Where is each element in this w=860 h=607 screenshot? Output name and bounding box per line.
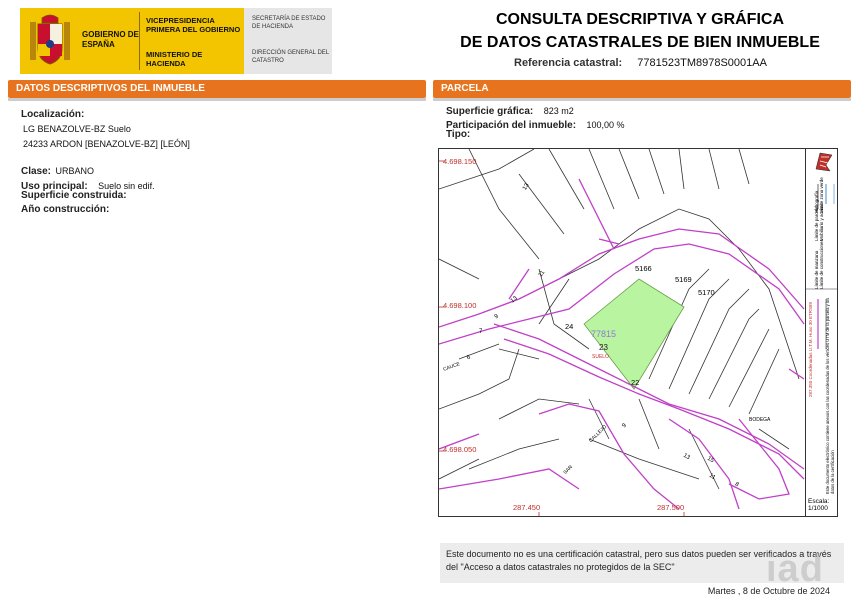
- localizacion-line-2: 24233 ARDON [BENAZOLVE-BZ] [LEÓN]: [23, 139, 190, 149]
- street-name: CALLEJO: [588, 424, 609, 444]
- map-label: 9: [621, 422, 628, 430]
- map-label: 9: [493, 313, 500, 321]
- direccion-text: DIRECCIÓN GENERAL DEL CATASTRO: [252, 50, 329, 64]
- map-label: 15: [705, 455, 715, 465]
- coord-y-mid: 4.698.100: [443, 301, 477, 310]
- clase-label: Clase:: [21, 166, 52, 177]
- uso-value: Suelo sin edif.: [98, 181, 155, 191]
- superficie-grafica-value: 823 m2: [543, 106, 574, 116]
- legend-limite-parcela: Límite de parcela: [814, 206, 819, 241]
- ref-value: 7781523TM8978S0001AA: [637, 57, 767, 69]
- map-label: BODEGA: [749, 417, 771, 423]
- map-label: 7: [479, 329, 483, 335]
- map-label: 6: [466, 354, 472, 362]
- legend-text-group: [808, 301, 818, 497]
- map-label: 22: [631, 378, 640, 387]
- vicepresidencia-text: VICEPRESIDENCIA PRIMERA DEL GOBIERNO: [146, 16, 241, 34]
- coord-x-left: 287.450: [513, 503, 541, 512]
- map-label: 5169: [675, 275, 692, 284]
- parcel-number: 23: [599, 343, 608, 352]
- parcel-ref: 77815: [591, 329, 617, 339]
- ano-construccion-label: Año construcción:: [21, 204, 110, 215]
- legend-hidrografia: Hidrografía: [814, 190, 819, 213]
- localizacion-line-1: LG BENAZOLVE-BZ Suelo: [23, 124, 131, 134]
- legend-zona-verde: Límite zona verde: [819, 177, 824, 213]
- map-label: 5166: [635, 264, 652, 273]
- legend-limite-manzana: Límite de manzana: [814, 250, 819, 289]
- map-label: 11: [707, 472, 717, 482]
- map-label: 13: [681, 452, 691, 462]
- map-label: 13: [522, 182, 531, 192]
- participacion-value: 100,00 %: [586, 120, 625, 130]
- map-legend: [806, 148, 838, 517]
- page-title: [440, 8, 840, 54]
- participacion-row: [446, 115, 625, 133]
- legend-coordinates: 287.350 Coordenadas U.T.M. Huso 30 ETRS89: [808, 301, 813, 397]
- coat-of-arms-icon: [27, 14, 73, 68]
- coord-x-right: 287.500: [657, 503, 685, 512]
- superficie-grafica-label: Superficie gráfica:: [446, 106, 534, 117]
- title-line-2: DE DATOS CATASTRALES DE BIEN INMUEBLE: [460, 34, 820, 51]
- scale-label: Escala:: [808, 498, 830, 505]
- map-label: 5170: [698, 288, 715, 297]
- map-label: 13: [509, 295, 519, 305]
- logo-divider: [139, 12, 140, 70]
- legend-mobiliario: Mobiliario y aceras: [819, 203, 824, 241]
- referencia-catastral: [514, 57, 767, 69]
- map-scale: [806, 498, 838, 517]
- document-date: Martes , 8 de Octubre de 2024: [707, 586, 830, 596]
- gobierno-espana-text: GOBIERNO DE ESPAÑA: [82, 30, 139, 49]
- map-drawing: [439, 149, 806, 517]
- legend-note: Este documento electrónico contiene anexos con las coordenadas de los vértices UTM de la parcela y los datos de la certificación: [825, 297, 835, 494]
- ref-label: Referencia catastral:: [514, 57, 623, 69]
- parcela-header: PARCELA: [433, 80, 851, 98]
- street-name: CAUCE: [442, 361, 462, 373]
- uso-label: Uso principal:: [21, 181, 88, 192]
- bar-shadow: [8, 98, 426, 101]
- superficie-construida-label: Superficie construida:: [21, 190, 127, 201]
- cadastral-map: [438, 148, 806, 517]
- iad-watermark-logo: iad: [766, 548, 824, 590]
- title-line-1: CONSULTA DESCRIPTIVA Y GRÁFICA: [495, 11, 784, 28]
- localizacion-label: Localización:: [21, 109, 85, 120]
- parcel-use: SUELO: [592, 354, 609, 360]
- map-label: 8: [733, 481, 740, 489]
- map-label: 24: [565, 322, 574, 331]
- map-label: 11: [537, 269, 547, 279]
- secretaria-text: SECRETARÍA DE ESTADO DE HACIENDA: [252, 16, 326, 30]
- clase-value: URBANO: [55, 166, 94, 176]
- datos-descriptivos-header: DATOS DESCRIPTIVOS DEL INMUEBLE: [8, 80, 426, 98]
- participacion-label: Participación del inmueble:: [446, 120, 577, 131]
- disclaimer-text: Este documento no es una certificación catastral, pero sus datos pueden ser verificados a través del "Acceso a datos catastrales no protegidos de la SEC": [446, 549, 832, 572]
- street-name: SAN: [562, 464, 574, 476]
- scale-value: 1/1000: [808, 505, 828, 512]
- coord-y-top: 4.698.150: [443, 157, 477, 166]
- tipo-label: Tipo:: [446, 129, 471, 140]
- coord-y-bottom: 4.698.050: [443, 445, 477, 454]
- ministerio-text: MINISTERIO DE HACIENDA: [146, 50, 203, 68]
- legend-limite-construcciones: Límite de construcciones: [819, 239, 824, 289]
